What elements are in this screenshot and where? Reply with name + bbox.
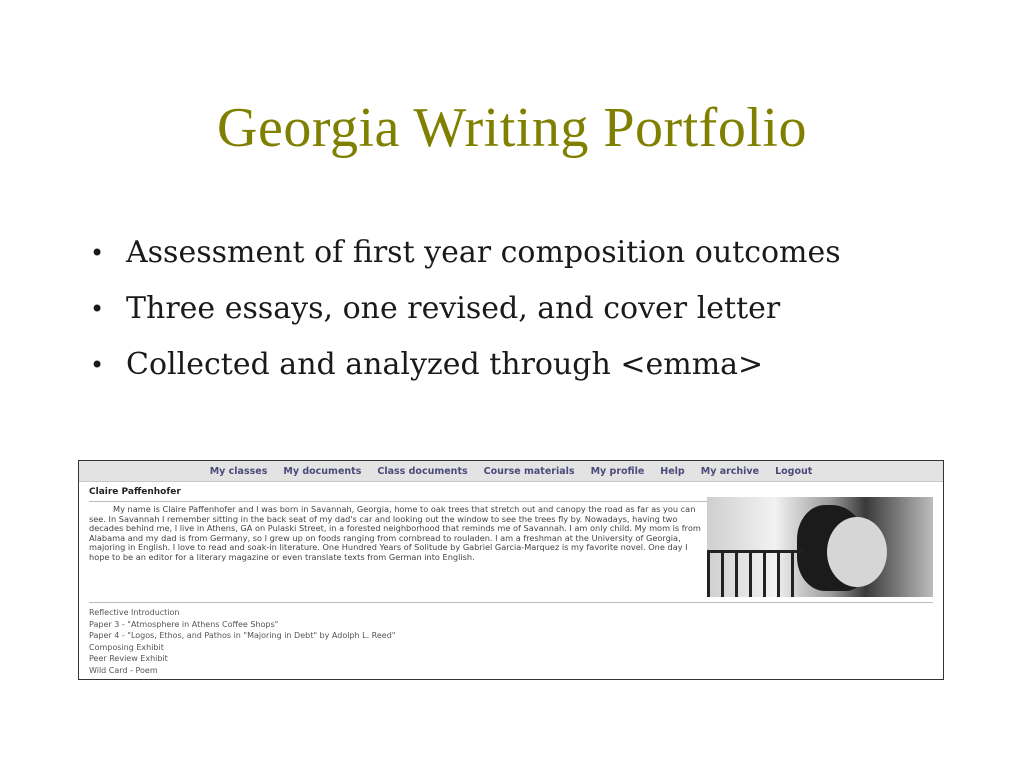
bullet-icon: • [90, 239, 105, 267]
nav-class-documents[interactable]: Class documents [377, 465, 468, 477]
document-link[interactable]: Reflective Introduction [89, 608, 180, 617]
slide-title: Georgia Writing Portfolio [217, 97, 807, 159]
nav-my-classes[interactable]: My classes [209, 465, 268, 477]
portfolio-nav-bar [79, 461, 943, 482]
bullet-text: Collected and analyzed through <emma> [126, 347, 764, 382]
document-link[interactable]: Paper 4 - "Logos, Ethos, and Pathos in "Majoring in Debt" by Adolph L. Reed" [89, 631, 396, 641]
nav-my-documents[interactable]: My documents [283, 465, 362, 477]
bullet-item [90, 288, 950, 330]
document-link[interactable]: Wild Card - Poem [89, 665, 158, 675]
portfolio-document-list [89, 607, 395, 677]
student-bio: My name is Claire Paffenhofer and I was born in Savannah, Georgia, home to oak trees that stretch out and canopy the road as far as you can see. In Savannah I remember sitting in the back seat of my dad's car and looking out the window to see the trees fly by. Nowadays, having two decades behind me, I live in Athens, GA on Pulaski Street, in a forested neighborhood that reminds me of Savannah. I am only child. My mom is from Alabama and my dad is from Germany, so I grew up on foods ranging from cornbread to rouladen. I am a freshman at the University of Georgia, majoring in English. I love to read and soak-in literature. One Hundred Years of Solitude by Gabriel Garcia-Marquez is my favorite novel. One day I hope to be an editor for a literary magazine or even translate texts from German into English. [89, 504, 701, 562]
bullet-list [90, 232, 950, 400]
divider [89, 602, 933, 603]
bullet-text: Three essays, one revised, and cover letter [126, 291, 781, 326]
nav-help[interactable]: Help [660, 465, 685, 477]
student-name: Claire Paffenhofer [89, 487, 181, 497]
document-link[interactable]: Composing Exhibit [89, 642, 164, 652]
student-photo [707, 497, 933, 597]
photo-face [827, 517, 887, 587]
bullet-item [90, 344, 950, 386]
bullet-icon: • [90, 295, 105, 323]
emma-portfolio-screenshot [78, 460, 944, 680]
bullet-icon: • [90, 351, 105, 379]
document-link[interactable]: Paper 3 - "Atmosphere in Athens Coffee Shops" [89, 619, 279, 629]
bullet-item [90, 232, 950, 274]
nav-logout[interactable]: Logout [775, 465, 813, 477]
photo-railing [707, 550, 802, 597]
nav-my-archive[interactable]: My archive [700, 465, 760, 477]
nav-my-profile[interactable]: My profile [590, 465, 645, 477]
nav-course-materials[interactable]: Course materials [483, 465, 575, 477]
bullet-text: Assessment of first year composition outcomes [126, 235, 841, 270]
document-link[interactable]: Peer Review Exhibit [89, 654, 168, 664]
